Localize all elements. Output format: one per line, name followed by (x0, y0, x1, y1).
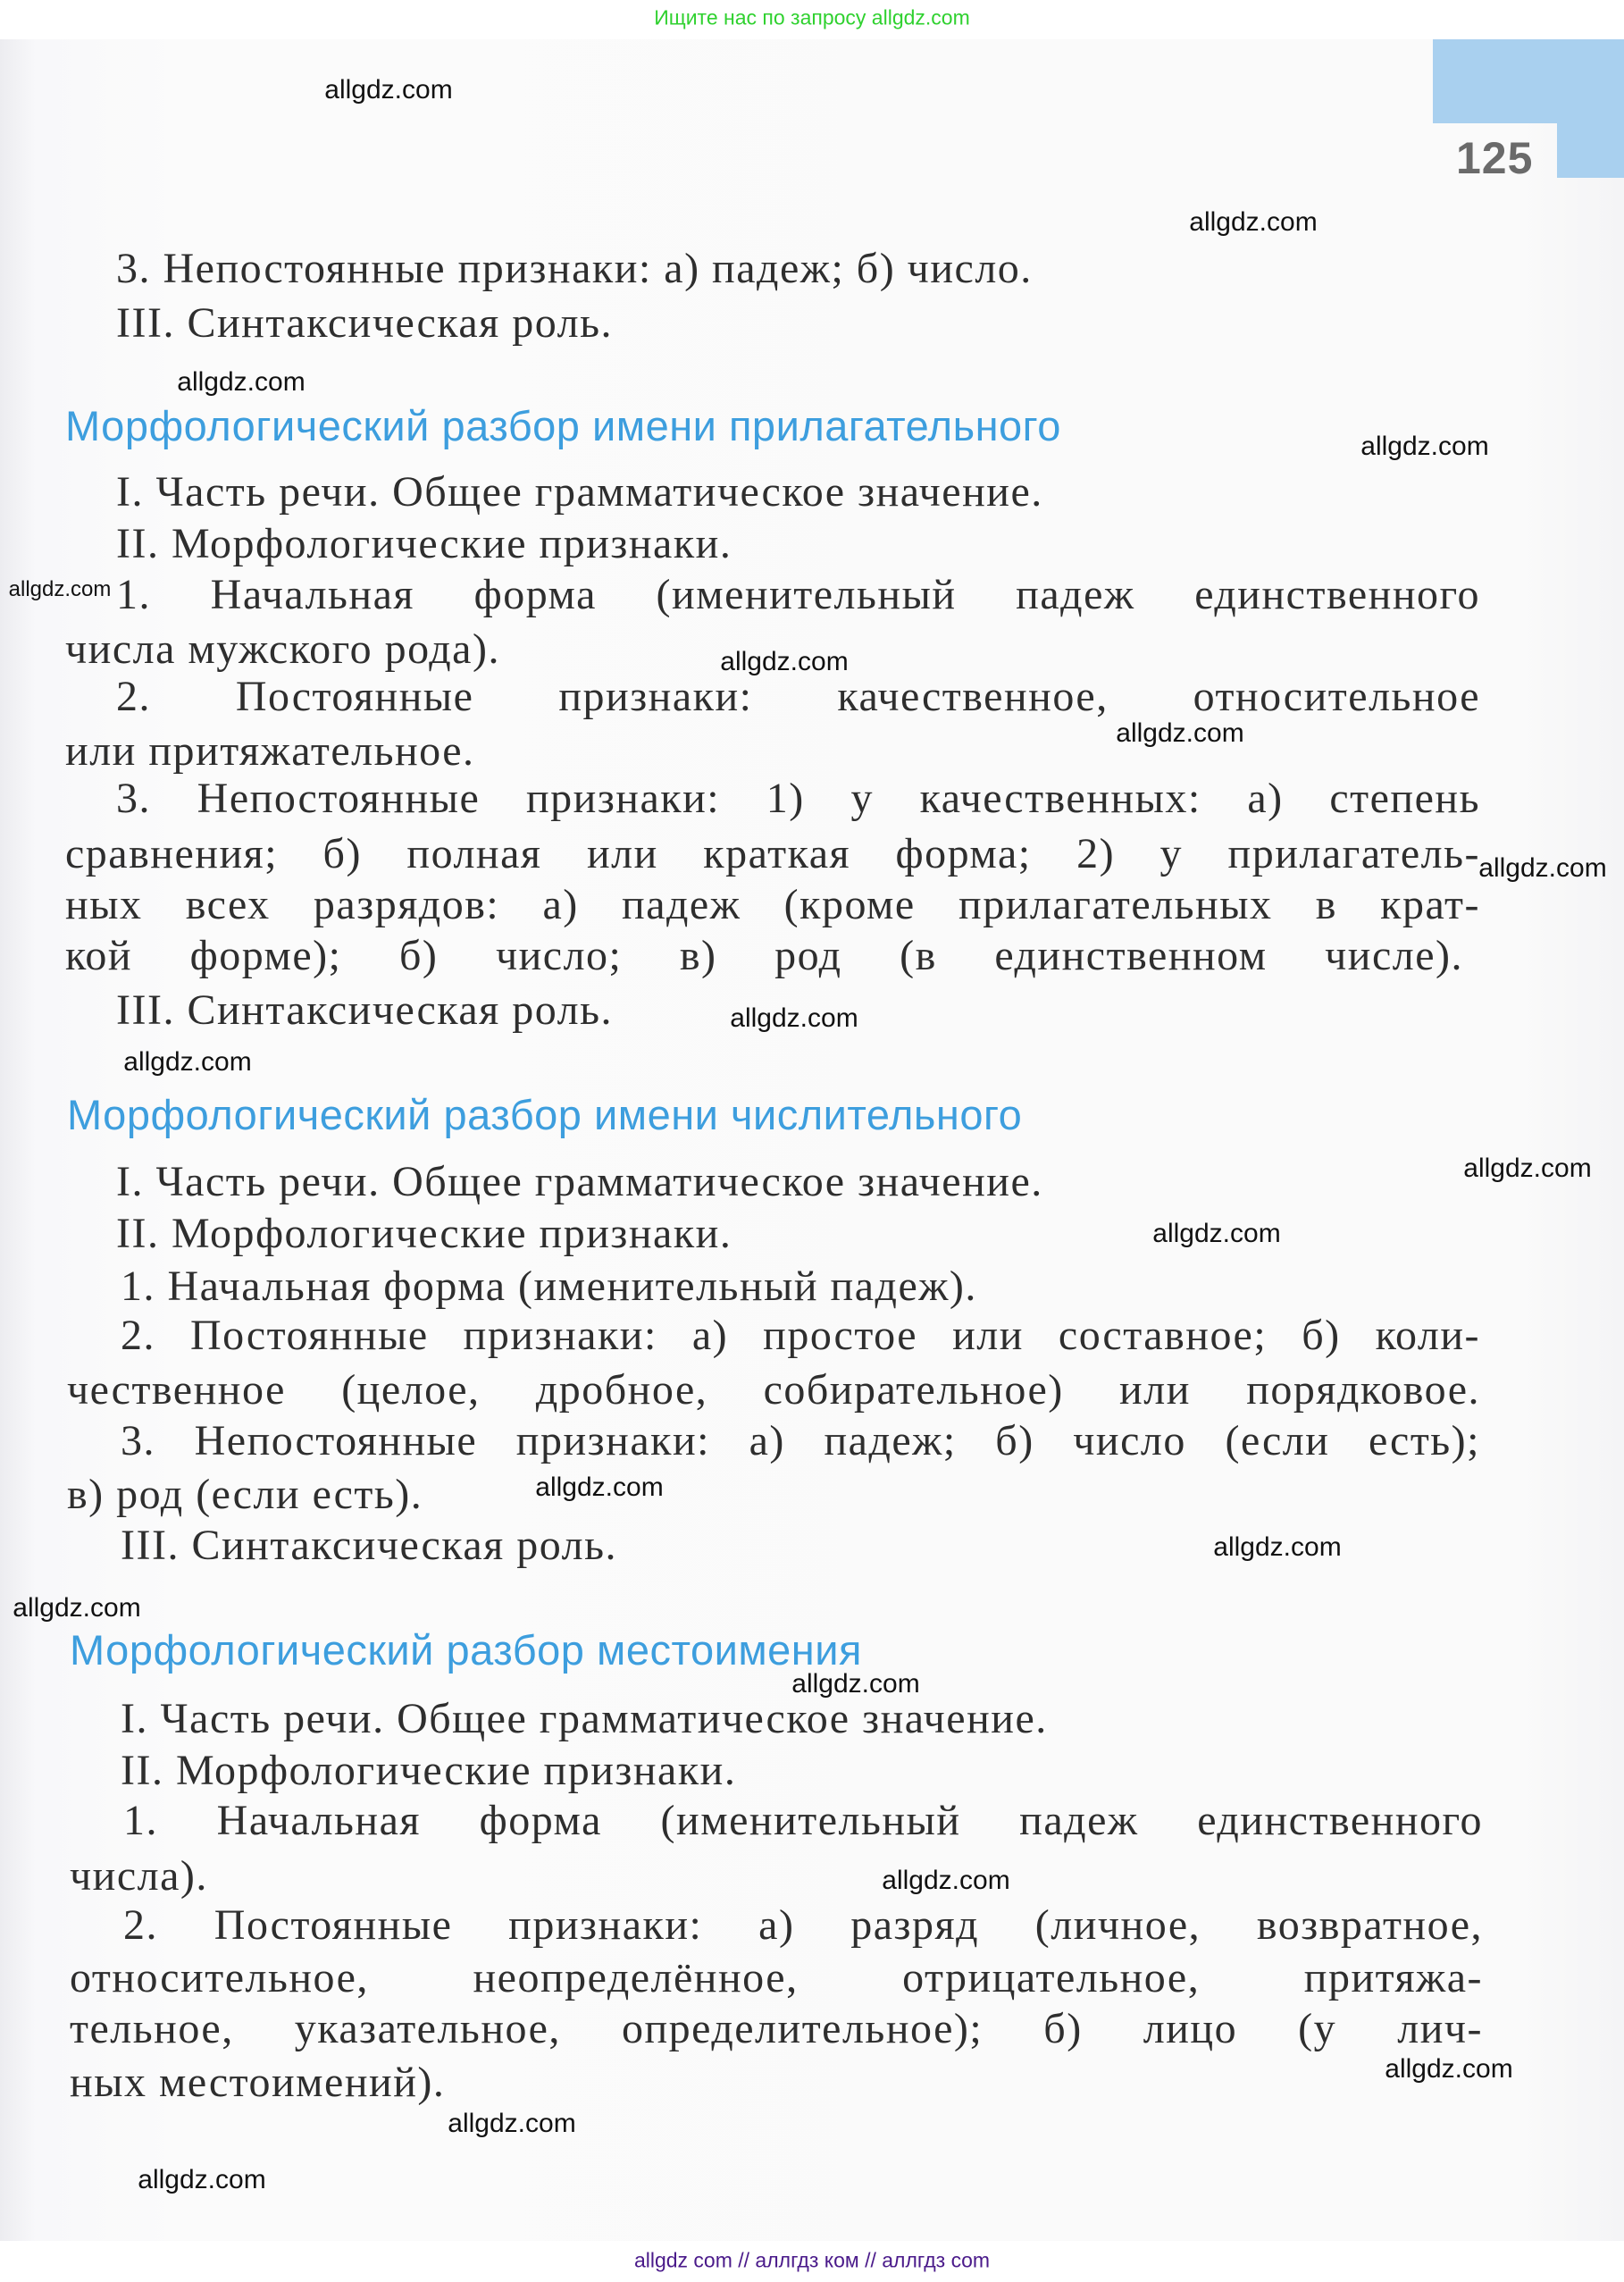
section-heading: Морфологический разбор имени прилагательного (65, 402, 1061, 449)
text-line: III. Синтаксическая роль. (121, 1522, 617, 1569)
text-line: тельное, указательное, определительное); б) лицо (у лич- (70, 2005, 1483, 2052)
text-line: I. Часть речи. Общее грамматическое значение. (116, 468, 1043, 516)
watermark[interactable]: allgdz.com (791, 1669, 920, 1699)
watermark[interactable]: allgdz.com (1360, 432, 1489, 461)
text-line: или притяжательное. (65, 727, 475, 775)
text-line: числа мужского рода). (65, 625, 500, 673)
watermark[interactable]: allgdz.com (1478, 853, 1607, 883)
text-line: 2. Постоянные признаки: качественное, относительное (116, 673, 1480, 720)
text-line: кой форме); б) число; в) род (в единственном числе). (65, 932, 1463, 979)
watermark[interactable]: allgdz.com (720, 647, 849, 676)
text-line: 3. Непостоянные признаки: 1) у качественных: а) степень (116, 775, 1480, 822)
bottom-banner[interactable]: allgdz com // аллгдз ком // аллгдз com (633, 2248, 991, 2272)
watermark[interactable]: allgdz.com (730, 1003, 858, 1033)
text-line: относительное, неопределённое, отрицательное, притяжа- (70, 1954, 1483, 2001)
text-line: I. Часть речи. Общее грамматическое значение. (116, 1158, 1043, 1205)
text-line: 1. Начальная форма (именительный падеж единственного (116, 571, 1480, 618)
text-line: 3. Непостоянные признаки: а) падеж; б) число (если есть); (121, 1417, 1480, 1464)
text-line: I. Часть речи. Общее грамматическое значение. (121, 1695, 1048, 1742)
top-banner[interactable]: Ищите нас по запросу allgdz.com (654, 5, 970, 29)
text-line: II. Морфологические признаки. (116, 1210, 732, 1257)
watermark[interactable]: allgdz.com (1385, 2054, 1513, 2084)
page-tab-lower (1557, 123, 1624, 178)
text-line: в) род (если есть). (67, 1471, 423, 1518)
watermark[interactable]: allgdz.com (1213, 1532, 1342, 1562)
text-line: 2. Постоянные признаки: а) простое или составное; б) коли- (121, 1312, 1480, 1359)
watermark[interactable]: allgdz.com (13, 1593, 141, 1623)
text-line: чественное (целое, дробное, собирательное) или порядковое. (67, 1366, 1480, 1414)
watermark[interactable]: allgdz.com (1152, 1219, 1281, 1248)
watermark[interactable]: allgdz.com (1189, 207, 1318, 237)
watermark[interactable]: allgdz.com (8, 577, 112, 601)
section-heading: Морфологический разбор имени числительного (67, 1091, 1023, 1138)
text-line: 1. Начальная форма (именительный падеж единственного (123, 1797, 1483, 1844)
text-line: числа). (70, 1852, 208, 1900)
watermark[interactable]: allgdz.com (324, 75, 453, 105)
text-line: ных всех разрядов: а) падеж (кроме прилагательных в крат- (65, 881, 1480, 928)
text-line: III. Синтаксическая роль. (116, 299, 613, 347)
text-line: сравнения; б) полная или краткая форма; 2) у прилагатель- (65, 830, 1480, 877)
section-heading: Морфологический разбор местоимения (70, 1626, 862, 1674)
text-line: II. Морфологические признаки. (121, 1747, 737, 1794)
text-line: III. Синтаксическая роль. (116, 986, 613, 1034)
text-line: 1. Начальная форма (именительный падеж). (121, 1263, 977, 1310)
watermark[interactable]: allgdz.com (1463, 1154, 1592, 1183)
text-line: 2. Постоянные признаки: а) разряд (личное, возвратное, (123, 1901, 1483, 1949)
page-number: 125 (1456, 133, 1534, 183)
watermark[interactable]: allgdz.com (882, 1866, 1010, 1895)
watermark[interactable]: allgdz.com (535, 1472, 664, 1502)
text-line: 3. Непостоянные признаки: а) падеж; б) число. (116, 245, 1033, 292)
watermark[interactable]: allgdz.com (123, 1047, 252, 1077)
watermark[interactable]: allgdz.com (1116, 718, 1244, 748)
text-line: ных местоимений). (70, 2059, 446, 2106)
watermark[interactable]: allgdz.com (138, 2165, 266, 2194)
watermark[interactable]: allgdz.com (177, 367, 306, 397)
page-tab (1433, 39, 1624, 123)
text-line: II. Морфологические признаки. (116, 520, 732, 567)
watermark[interactable]: allgdz.com (448, 2109, 576, 2138)
